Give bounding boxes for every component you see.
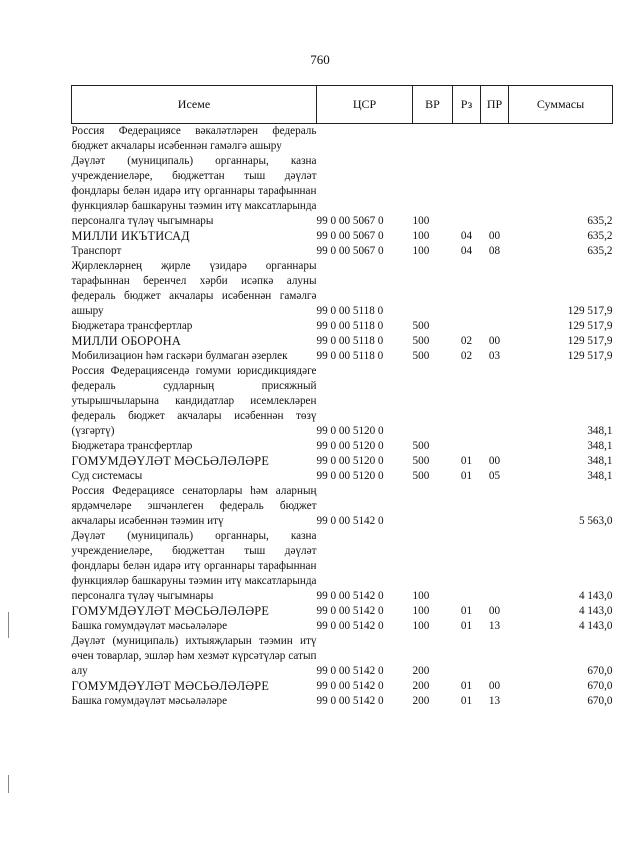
header-rz: Рз <box>453 86 481 124</box>
row-name: Россия Федерациясендә гомуми юрисдикциядәге федераль судларның присяжный утырышчыларына кандидатлар исемлекләрен федераль бюджет акчалары исәбеннән төзү (үзгәртү) <box>71 365 317 437</box>
row-name: ГОМУМДӘҮЛӘТ МӘСЬӘЛӘЛӘРЕ <box>71 604 270 618</box>
row-name: Дәүләт (муниципаль) органнары, казна учреждениеләре, бюджеттан тыш дәүләт фондлары белән идарә итү органнары тарафыннан функцияләр башкаруны тәэмин итү максатларында персоналга түләү чыгымнары <box>71 155 317 227</box>
row-sum: 348,1 <box>587 425 613 437</box>
row-sum: 635,2 <box>587 245 613 257</box>
row-rz: 02 <box>460 350 473 362</box>
row-vr: 500 <box>412 455 430 467</box>
table-row <box>72 364 613 439</box>
row-vr: 200 <box>412 680 430 692</box>
row-name: Россия Федерациясе вәкаләтләрен федераль бюджет акчалары исәбеннән гамәлгә ашыру <box>71 125 317 152</box>
table-row <box>72 349 613 364</box>
margin-mark <box>8 612 9 638</box>
row-sum: 129 517,9 <box>567 350 613 362</box>
row-sum: 635,2 <box>587 230 613 242</box>
row-rz: 01 <box>460 605 473 617</box>
row-vr: 100 <box>412 245 430 257</box>
row-pr <box>481 124 509 155</box>
row-pr <box>481 439 509 454</box>
row-csr: 99 0 00 5142 0 <box>316 590 384 602</box>
header-name: Исеме <box>72 86 317 124</box>
table-row <box>72 604 613 619</box>
table-row <box>72 529 613 604</box>
row-name: Россия Федерациясе сенаторлары һәм аларның ярдәмчеләре эшчәнлеген федераль бюджет акчалары исәбеннән тәэмин итү <box>71 485 317 527</box>
row-pr: 00 <box>488 230 501 242</box>
row-vr: 100 <box>412 620 430 632</box>
row-vr: 500 <box>412 470 430 482</box>
row-pr: 03 <box>488 350 501 362</box>
table-row <box>72 484 613 529</box>
row-csr: 99 0 00 5120 0 <box>316 425 384 437</box>
row-vr: 500 <box>412 335 430 347</box>
row-pr <box>481 364 509 439</box>
row-name: Бюджетара трансфертлар <box>71 440 193 452</box>
table-row <box>72 319 613 334</box>
row-pr <box>481 319 509 334</box>
row-sum: 4 143,0 <box>578 590 613 602</box>
row-pr: 08 <box>488 245 501 257</box>
row-sum: 670,0 <box>587 695 613 707</box>
row-sum: 129 517,9 <box>567 320 613 332</box>
row-vr <box>413 364 453 439</box>
row-rz: 01 <box>460 680 473 692</box>
row-rz <box>453 439 481 454</box>
row-pr <box>481 259 509 319</box>
row-rz: 04 <box>460 245 473 257</box>
table-row <box>72 334 613 349</box>
row-vr: 200 <box>412 695 430 707</box>
row-csr: 99 0 00 5142 0 <box>316 620 384 632</box>
row-vr: 500 <box>412 320 430 332</box>
row-vr: 100 <box>412 230 430 242</box>
row-rz: 02 <box>460 335 473 347</box>
row-pr: 00 <box>488 680 501 692</box>
row-vr: 100 <box>412 605 430 617</box>
row-sum: 348,1 <box>587 470 613 482</box>
row-rz <box>453 154 481 229</box>
row-sum: 670,0 <box>587 680 613 692</box>
table-row <box>72 244 613 259</box>
row-name: Башка гомумдәүләт мәсьәләләре <box>71 620 228 632</box>
row-name: Суд системасы <box>71 470 143 482</box>
row-name: Мобилизацион һәм гаскәри булмаган әзерлек <box>71 350 288 362</box>
row-sum: 129 517,9 <box>567 335 613 347</box>
row-rz: 01 <box>460 470 473 482</box>
row-name: Дәүләт (муниципаль) органнары, казна учреждениеләре, бюджеттан тыш дәүләт фондлары белән идарә итү органнары тарафыннан функцияләр башкаруны тәэмин итү максатларында персоналга түләү чыгымнары <box>71 530 317 602</box>
row-csr: 99 0 00 5118 0 <box>316 350 384 362</box>
row-pr: 13 <box>488 620 501 632</box>
row-vr: 100 <box>412 590 430 602</box>
row-vr: 100 <box>412 215 430 227</box>
row-csr: 99 0 00 5118 0 <box>316 320 384 332</box>
row-csr: 99 0 00 5067 0 <box>316 230 384 242</box>
row-pr: 00 <box>488 455 501 467</box>
row-name: Башка гомумдәүләт мәсьәләләре <box>71 695 228 707</box>
table-row <box>72 439 613 454</box>
row-pr <box>481 484 509 529</box>
row-rz <box>453 634 481 679</box>
row-name: ГОМУМДӘҮЛӘТ МӘСЬӘЛӘЛӘРЕ <box>71 454 270 468</box>
row-rz <box>453 319 481 334</box>
budget-table <box>71 85 613 709</box>
row-name: МИЛЛИ ОБОРОНА <box>71 334 181 348</box>
row-csr: 99 0 00 5120 0 <box>316 470 384 482</box>
row-vr <box>413 124 453 155</box>
header-sum: Суммасы <box>509 86 613 124</box>
row-pr <box>481 634 509 679</box>
row-name: Дәүләт (муниципаль) ихтыяҗларын тәэмин итү өчен товарлар, эшләр һәм хезмәт күрсәтүләр сатып алу <box>71 635 317 677</box>
row-rz: 01 <box>460 455 473 467</box>
row-csr: 99 0 00 5142 0 <box>316 665 384 677</box>
row-name: ГОМУМДӘҮЛӘТ МӘСЬӘЛӘЛӘРЕ <box>71 679 270 693</box>
page-number: 760 <box>310 52 330 67</box>
row-sum <box>509 124 613 155</box>
table-row <box>72 454 613 469</box>
row-csr <box>317 124 413 155</box>
row-rz: 01 <box>460 620 473 632</box>
row-rz <box>453 259 481 319</box>
table-row <box>72 259 613 319</box>
row-vr: 500 <box>412 350 430 362</box>
row-csr: 99 0 00 5142 0 <box>316 605 384 617</box>
row-name: Җирлекләрнең җирле үзидарә органнары тарафыннан беренчел хәрби исәпкә алуны федераль бюджет акчалары исәбеннән гамәлгә ашыру <box>71 260 317 317</box>
row-pr: 00 <box>488 605 501 617</box>
row-sum: 670,0 <box>587 665 613 677</box>
row-pr: 00 <box>488 335 501 347</box>
row-rz: 04 <box>460 230 473 242</box>
row-vr: 500 <box>412 440 430 452</box>
row-vr <box>413 484 453 529</box>
table-row <box>72 679 613 694</box>
row-sum: 4 143,0 <box>578 620 613 632</box>
row-pr <box>481 529 509 604</box>
table-row <box>72 634 613 679</box>
header-vr: ВР <box>413 86 453 124</box>
row-rz <box>453 529 481 604</box>
table-row <box>72 694 613 709</box>
row-sum: 5 563,0 <box>578 515 613 527</box>
table-row <box>72 124 613 155</box>
row-rz <box>453 124 481 155</box>
row-vr <box>413 259 453 319</box>
row-name: Бюджетара трансфертлар <box>71 320 193 332</box>
row-rz <box>453 364 481 439</box>
row-vr: 200 <box>412 665 430 677</box>
row-csr: 99 0 00 5118 0 <box>316 335 384 347</box>
table-row <box>72 619 613 634</box>
row-pr: 05 <box>488 470 501 482</box>
row-sum: 129 517,9 <box>567 305 613 317</box>
row-name: МИЛЛИ ИКЪТИСАД <box>71 229 190 243</box>
row-rz: 01 <box>460 695 473 707</box>
row-csr: 99 0 00 5120 0 <box>316 440 384 452</box>
row-sum: 348,1 <box>587 440 613 452</box>
row-sum: 4 143,0 <box>578 605 613 617</box>
row-pr: 13 <box>488 695 501 707</box>
row-rz <box>453 484 481 529</box>
row-csr: 99 0 00 5067 0 <box>316 215 384 227</box>
row-csr: 99 0 00 5067 0 <box>316 245 384 257</box>
row-sum: 348,1 <box>587 455 613 467</box>
row-csr: 99 0 00 5118 0 <box>316 305 384 317</box>
table-row <box>72 229 613 244</box>
margin-mark <box>8 775 9 793</box>
row-csr: 99 0 00 5142 0 <box>316 515 384 527</box>
row-csr: 99 0 00 5142 0 <box>316 695 384 707</box>
row-csr: 99 0 00 5142 0 <box>316 680 384 692</box>
table-row <box>72 469 613 484</box>
row-csr: 99 0 00 5120 0 <box>316 455 384 467</box>
header-pr: ПР <box>481 86 509 124</box>
row-pr <box>481 154 509 229</box>
row-sum: 635,2 <box>587 215 613 227</box>
row-name: Транспорт <box>71 245 122 257</box>
table-row <box>72 154 613 229</box>
header-csr: ЦСР <box>317 86 413 124</box>
table-header-row <box>72 86 613 124</box>
